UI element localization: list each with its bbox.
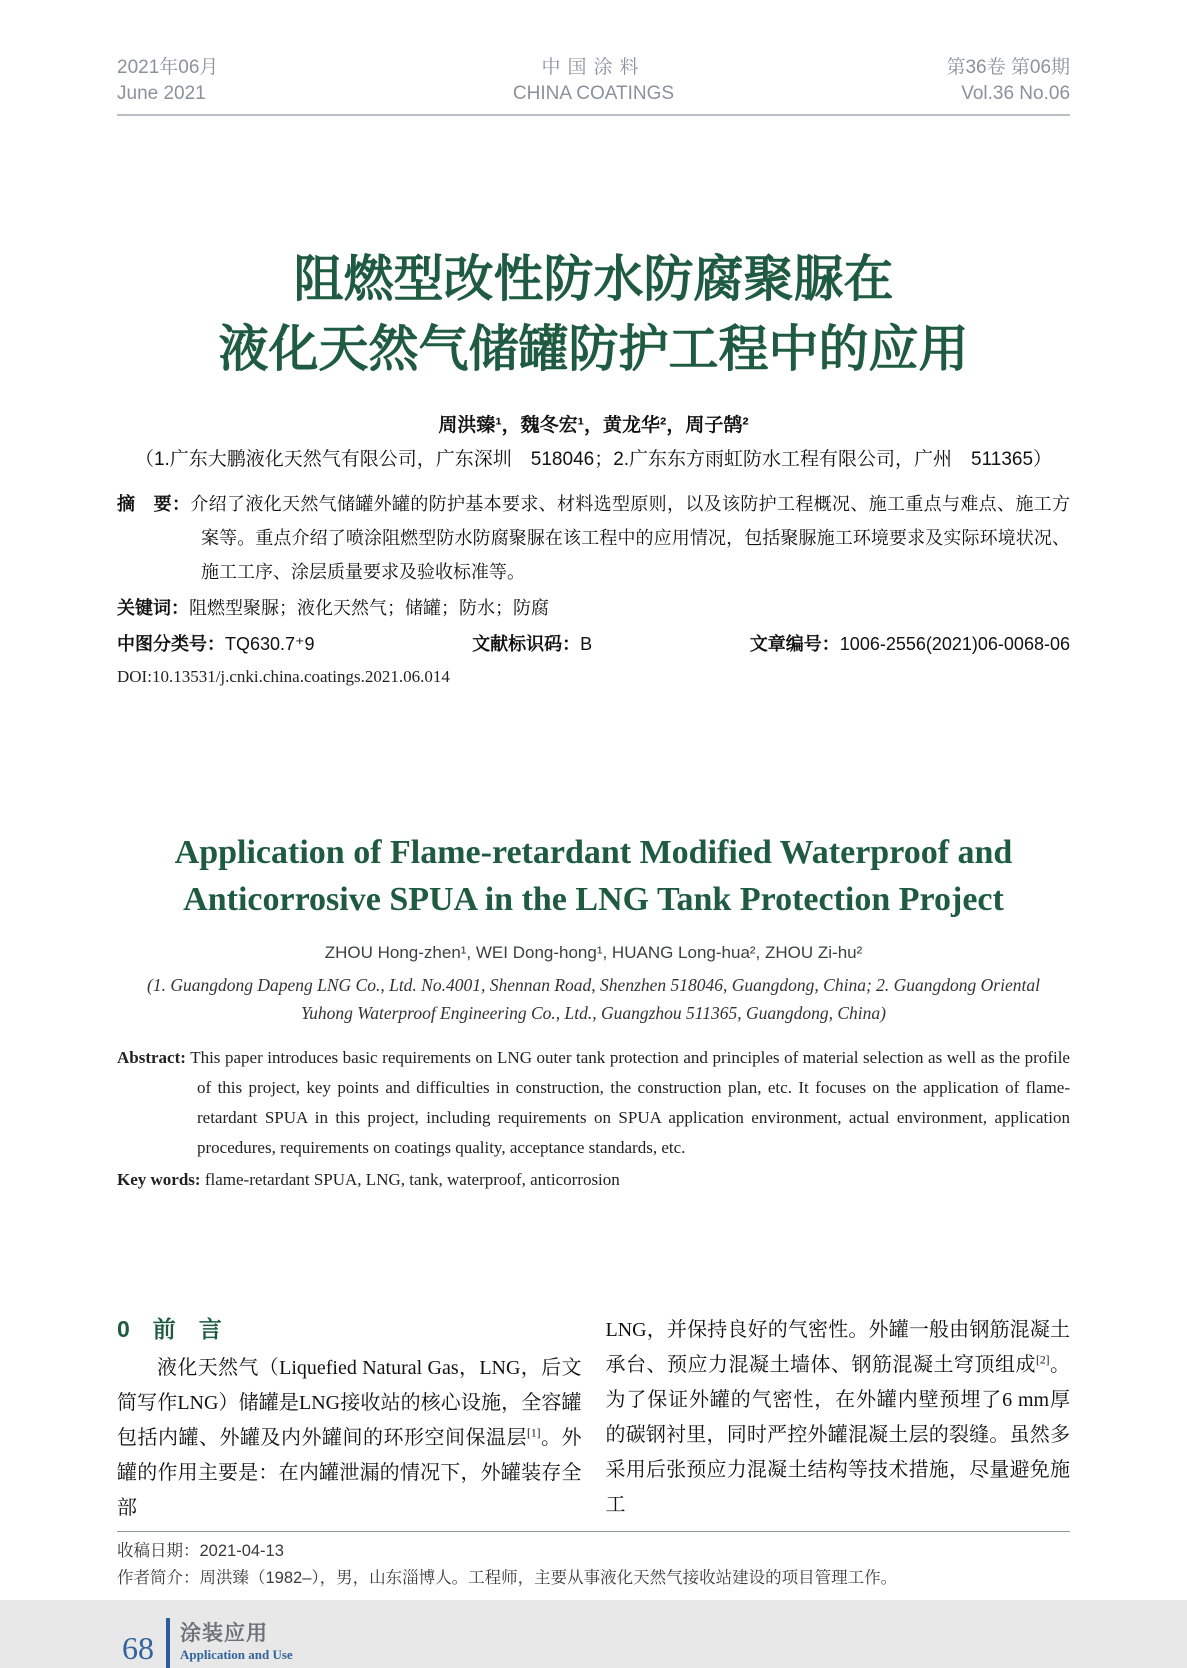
volume-issue-cn: 第36卷 第06期 bbox=[946, 57, 1071, 78]
clc-number bbox=[117, 629, 315, 659]
abstract-cn bbox=[117, 487, 1070, 589]
body-columns bbox=[117, 1313, 1070, 1526]
clc-label: 中图分类号： bbox=[117, 634, 225, 654]
keywords-cn-text: 阻燃型聚脲；液化天然气；储罐；防水；防腐 bbox=[189, 598, 549, 618]
page-number: 68 bbox=[122, 1630, 154, 1666]
abstract-en bbox=[117, 1043, 1070, 1163]
keywords-en-label: Key words: bbox=[117, 1170, 201, 1189]
article-title-en-line2: Anticorrosive SPUA in the LNG Tank Protection Project bbox=[183, 881, 1004, 918]
received-date-label: 收稿日期： bbox=[117, 1542, 200, 1560]
header-volume-issue bbox=[752, 55, 1070, 107]
abstract-en-text: This paper introduces basic requirements on LNG outer tank protection and principles of material selection as well as the profile of this project, key points and difficulties in construction, the construction plan, etc. It focuses on the application of flame-retardant SPUA in this project, including requirements on SPUA application environment, actual environment, application procedures, requirements on coatings quality, acceptance standards, etc. bbox=[190, 1048, 1070, 1157]
keywords-en-text: flame-retardant SPUA, LNG, tank, waterproof, anticorrosion bbox=[204, 1170, 620, 1189]
footer-divider-bar bbox=[166, 1618, 170, 1668]
doi: DOI:10.13531/j.cnki.china.coatings.2021.06.014 bbox=[117, 667, 450, 686]
column-name-en: Application and Use bbox=[180, 1647, 293, 1662]
journal-name-cn: 中国涂料 bbox=[541, 57, 646, 78]
article-title-en bbox=[117, 829, 1070, 923]
column-name-cn: 涂装应用 bbox=[180, 1622, 268, 1645]
received-date-value: 2021-04-13 bbox=[199, 1542, 284, 1560]
authors-en: ZHOU Hong-zhen¹, WEI Dong-hong¹, HUANG Long-hua², ZHOU Zi-hu² bbox=[324, 943, 863, 962]
body-column-right bbox=[606, 1313, 1071, 1526]
journal-header bbox=[117, 0, 1070, 116]
footnote bbox=[117, 1532, 1070, 1592]
page-footer bbox=[122, 1618, 1070, 1668]
document-code bbox=[472, 629, 592, 659]
article-id bbox=[750, 629, 1070, 659]
column-info bbox=[180, 1622, 293, 1664]
article-title-cn bbox=[117, 244, 1070, 384]
author-bio-label: 作者简介： bbox=[117, 1569, 200, 1587]
body-paragraph-right: LNG，并保持良好的气密性。外罐一般由钢筋混凝土承台、预应力混凝土墙体、钢筋混凝土穹顶组成[2]。为了保证外罐的气密性，在外罐内壁预埋了6 mm厚的碳钢衬里，同时严控外罐混凝土层的裂缝。虽然多采用后张预应力混凝土结构等技术措施，尽量避免施工 bbox=[605, 1319, 1071, 1516]
volume-issue-en: Vol.36 No.06 bbox=[961, 83, 1071, 104]
clc-value: TQ630.7⁺9 bbox=[225, 634, 315, 654]
abstract-en-label: Abstract: bbox=[117, 1048, 186, 1067]
body-column-left bbox=[117, 1313, 582, 1526]
author-bio bbox=[117, 1565, 1070, 1592]
issue-date-en: June 2021 bbox=[117, 83, 206, 104]
article-id-label: 文章编号： bbox=[749, 634, 840, 654]
affiliation-cn: （1.广东大鹏液化天然气有限公司，广东深圳 518046；2.广东东方雨虹防水工程有限公司，广州 511365） bbox=[134, 449, 1053, 470]
issue-date-cn: 2021年06月 bbox=[117, 57, 219, 78]
document-code-label: 文献标识码： bbox=[472, 634, 581, 654]
author-bio-value: 周洪臻（1982–），男，山东淄博人。工程师，主要从事液化天然气接收站建设的项目管理工作。 bbox=[199, 1569, 898, 1587]
abstract-cn-label: 摘 要： bbox=[117, 494, 191, 514]
header-journal-name bbox=[435, 55, 753, 107]
affiliation-en-line1: (1. Guangdong Dapeng LNG Co., Ltd. No.4001, Shennan Road, Shenzhen 518046, Guangdong, China; 2. Guangdong Oriental bbox=[147, 975, 1040, 995]
authors-cn: 周洪臻¹，魏冬宏¹，黄龙华²，周子鹄² bbox=[438, 415, 749, 436]
abstract-cn-text: 介绍了液化天然气储罐外罐的防护基本要求、材料选型原则，以及该防护工程概况、施工重点与难点、施工方案等。重点介绍了喷涂阻燃型防水防腐聚脲在该工程中的应用情况，包括聚脲施工环境要求及实际环境状况、施工工序、涂层质量要求及验收标准等。 bbox=[190, 494, 1071, 582]
affiliation-en bbox=[117, 971, 1070, 1027]
article-meta-row bbox=[117, 629, 1070, 659]
body-paragraph-left: 液化天然气（Liquefied Natural Gas，LNG，后文简写作LNG）储罐是LNG接收站的核心设施，全容罐包括内罐、外罐及内外罐间的环形空间保温层[1]。外罐的作用主要是：在内罐泄漏的情况下，外罐装存全部 bbox=[117, 1357, 582, 1519]
journal-name-en: CHINA COATINGS bbox=[512, 83, 675, 104]
received-date bbox=[117, 1538, 1070, 1565]
article-title-cn-line2: 液化天然气储罐防护工程中的应用 bbox=[218, 321, 969, 377]
document-code-value: B bbox=[580, 634, 593, 654]
keywords-cn bbox=[117, 591, 1070, 625]
affiliation-en-line2: Yuhong Waterproof Engineering Co., Ltd., Guangzhou 511365, Guangdong, China) bbox=[301, 1003, 886, 1023]
article-id-value: 1006-2556(2021)06-0068-06 bbox=[839, 634, 1070, 654]
keywords-cn-label: 关键词： bbox=[117, 598, 189, 618]
article-title-en-line1: Application of Flame-retardant Modified Waterproof and bbox=[174, 834, 1013, 871]
article-title-cn-line1: 阻燃型改性防水防腐聚脲在 bbox=[293, 251, 894, 307]
section-heading-0: 0 前 言 bbox=[117, 1316, 222, 1342]
keywords-en bbox=[117, 1165, 1070, 1195]
header-issue-date bbox=[117, 55, 435, 107]
